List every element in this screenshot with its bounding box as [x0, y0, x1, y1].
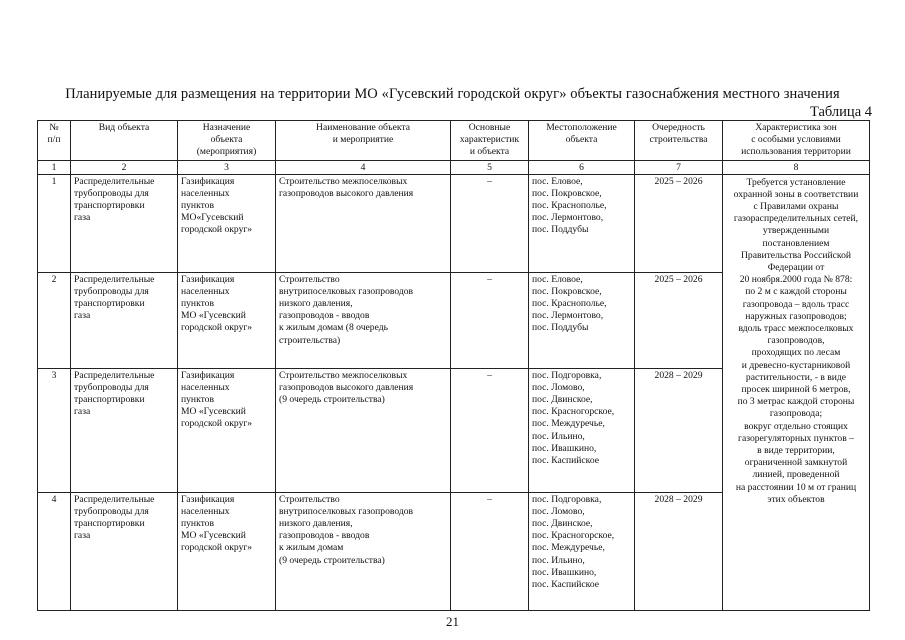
- column-header-line: характеристик: [459, 134, 520, 146]
- object-location: [529, 272, 635, 368]
- zones-line: газопроводов,: [767, 335, 825, 347]
- object-location-line: пос. Ивашкино,: [532, 442, 597, 454]
- column-header: [723, 121, 870, 161]
- page-title: Планируемые для размещения на территории МО «Гусевский городской округ» объекты газоснабжения местного значения: [65, 86, 840, 102]
- object-purpose-line: Газификация: [181, 369, 235, 381]
- zones-line: ограниченной замкнутой: [744, 457, 848, 469]
- object-purpose-line: городской округ»: [181, 542, 253, 554]
- column-header-line: Наименование объекта: [316, 122, 410, 133]
- object-characteristics: –: [451, 368, 529, 492]
- zones-line: вдоль трасс межпоселковых: [738, 323, 854, 335]
- object-purpose-line: населенных: [181, 381, 230, 393]
- column-header-line: №: [49, 122, 59, 133]
- object-kind-line: газа: [74, 406, 91, 418]
- column-header-line: Очередность: [652, 122, 705, 133]
- row-number: 4: [38, 492, 71, 610]
- column-number: 6: [529, 160, 635, 174]
- zones-line: газопровода;: [769, 408, 823, 420]
- object-location-line: пос. Лермонтово,: [532, 310, 604, 322]
- object-purpose-line: пунктов: [181, 200, 214, 212]
- object-purpose-line: городской округ»: [181, 322, 253, 334]
- object-kind-line: транспортировки: [74, 200, 145, 212]
- zones-line: Федерации от: [767, 262, 825, 274]
- zones-line: наружных газопроводов;: [745, 310, 847, 322]
- object-purpose-line: пунктов: [181, 298, 214, 310]
- object-name-line: (9 очередь строительства): [279, 554, 385, 566]
- object-location-line: пос. Двинское,: [532, 518, 593, 530]
- object-kind-line: Распределительные: [74, 175, 155, 187]
- construction-stage: 2028 – 2029: [635, 368, 723, 492]
- column-number: 2: [71, 160, 178, 174]
- object-name-line: внутрипоселковых газопроводов: [279, 285, 414, 297]
- object-name-line: газопроводов высокого давления: [279, 187, 414, 199]
- object-location-line: пос. Ломово,: [532, 381, 585, 393]
- object-purpose-line: МО«Гусевский: [181, 212, 244, 224]
- object-location-line: пос. Каспийское: [532, 455, 600, 467]
- object-location-line: пос. Краснополье,: [532, 200, 607, 212]
- object-name-line: (9 очередь строительства): [279, 394, 385, 406]
- object-name-line: к жилым домам: [279, 542, 344, 554]
- object-kind-line: Распределительные: [74, 493, 155, 505]
- object-kind-line: Распределительные: [74, 369, 155, 381]
- zones-line: растительности, - в виде: [745, 371, 847, 383]
- column-header: [38, 121, 71, 161]
- object-purpose-line: пунктов: [181, 518, 214, 530]
- object-name-line: газопроводов - вводов: [279, 310, 370, 322]
- object-purpose-line: МО «Гусевский: [181, 530, 246, 542]
- zones-line: вокруг отдельно стоящих: [744, 420, 848, 432]
- column-header-line: с особыми условиями: [751, 134, 841, 146]
- object-name-line: к жилым домам (8 очередь: [279, 322, 388, 334]
- object-name: [276, 272, 451, 368]
- row-number: 1: [38, 174, 71, 272]
- object-purpose-line: МО «Гусевский: [181, 310, 246, 322]
- column-header-line: объекта: [210, 134, 243, 146]
- object-name: [276, 174, 451, 272]
- object-location-line: пос. Подгоровка,: [532, 369, 602, 381]
- column-header-line: п/п: [47, 134, 61, 146]
- zones-line: на расстоянии 10 м от границ: [735, 481, 857, 493]
- column-header-line: и объекта: [469, 146, 510, 158]
- construction-stage: 2028 – 2029: [635, 492, 723, 610]
- row-number: 3: [38, 368, 71, 492]
- construction-stage: 2025 – 2026: [635, 272, 723, 368]
- object-location-line: пос. Ильино,: [532, 430, 585, 442]
- page-number: 21: [446, 614, 459, 629]
- object-kind-line: транспортировки: [74, 518, 145, 530]
- zones-line: Требуется установление: [746, 176, 846, 188]
- column-header-line: Назначение: [202, 122, 251, 133]
- object-characteristics: –: [451, 174, 529, 272]
- column-header: [276, 121, 451, 161]
- object-name-line: внутрипоселковых газопроводов: [279, 505, 414, 517]
- object-purpose: [178, 272, 276, 368]
- zones-line: просек шириной 6 метров,: [741, 384, 851, 396]
- column-header: [529, 121, 635, 161]
- column-header-line: Вид объекта: [98, 122, 150, 133]
- column-header-line: Местоположение: [546, 122, 617, 133]
- object-location-line: пос. Ильино,: [532, 554, 585, 566]
- zones-line: охранной зоны в соответствии: [733, 188, 859, 200]
- object-purpose-line: МО «Гусевский: [181, 406, 246, 418]
- object-purpose-line: городской округ»: [181, 224, 253, 236]
- object-name-line: Строительство: [279, 273, 340, 285]
- object-purpose: [178, 368, 276, 492]
- zones-line: в виде территории,: [757, 445, 835, 457]
- zones-line: Правительства Российской: [740, 249, 852, 261]
- column-header-line: строительства: [649, 134, 708, 146]
- object-location: [529, 492, 635, 610]
- object-name-line: Строительство: [279, 493, 340, 505]
- table-row: [38, 174, 870, 272]
- object-location-line: пос. Красногорское,: [532, 530, 615, 542]
- object-purpose-line: населенных: [181, 505, 230, 517]
- object-location-line: пос. Подгоровка,: [532, 493, 602, 505]
- object-purpose-line: городской округ»: [181, 418, 253, 430]
- object-name-line: низкого давления,: [279, 298, 353, 310]
- object-kind-line: транспортировки: [74, 394, 145, 406]
- row-number: 2: [38, 272, 71, 368]
- table-caption: Таблица 4: [809, 104, 872, 120]
- object-location-line: пос. Каспийское: [532, 579, 600, 591]
- zones-line: утвержденными: [762, 225, 830, 237]
- object-name-line: Строительство межпоселковых: [279, 175, 408, 187]
- object-purpose-line: Газификация: [181, 175, 235, 187]
- object-kind-line: газа: [74, 310, 91, 322]
- object-kind: [71, 272, 178, 368]
- column-number: 4: [276, 160, 451, 174]
- column-number: 1: [38, 160, 71, 174]
- object-location-line: пос. Лермонтово,: [532, 212, 604, 224]
- object-location-line: пос. Покровское,: [532, 187, 602, 199]
- object-location-line: пос. Поддубы: [532, 224, 589, 236]
- zones-line: проходящих по лесам: [751, 347, 841, 359]
- zones-line: газорегуляторных пунктов –: [738, 432, 854, 444]
- object-kind-line: трубопроводы для: [74, 381, 149, 393]
- object-characteristics: –: [451, 492, 529, 610]
- object-location-line: пос. Двинское,: [532, 394, 593, 406]
- object-purpose: [178, 492, 276, 610]
- object-purpose-line: Газификация: [181, 273, 235, 285]
- object-kind: [71, 174, 178, 272]
- object-purpose-line: Газификация: [181, 493, 235, 505]
- object-location-line: пос. Междуречье,: [532, 418, 605, 430]
- object-purpose-line: населенных: [181, 187, 230, 199]
- column-number-row: [38, 160, 870, 174]
- object-kind: [71, 492, 178, 610]
- zones-line: газопровода – вдоль трасс: [742, 298, 850, 310]
- object-location-line: пос. Еловое,: [532, 175, 583, 187]
- column-number: 7: [635, 160, 723, 174]
- object-location-line: пос. Покровское,: [532, 285, 602, 297]
- object-location-line: пос. Междуречье,: [532, 542, 605, 554]
- column-header: [635, 121, 723, 161]
- object-kind-line: газа: [74, 212, 91, 224]
- object-kind-line: Распределительные: [74, 273, 155, 285]
- special-zones-description: [723, 174, 870, 610]
- column-header-line: объекта: [565, 134, 598, 146]
- object-name-line: строительства): [279, 334, 341, 346]
- column-header-line: Основные: [468, 122, 511, 133]
- construction-stage: 2025 – 2026: [635, 174, 723, 272]
- object-name: [276, 368, 451, 492]
- zones-line: этих объектов: [767, 493, 825, 505]
- object-name-line: Строительство межпоселковых: [279, 369, 408, 381]
- object-location-line: пос. Ломово,: [532, 505, 585, 517]
- object-name-line: газопроводов - вводов: [279, 530, 370, 542]
- object-kind-line: трубопроводы для: [74, 505, 149, 517]
- object-kind-line: транспортировки: [74, 298, 145, 310]
- object-characteristics: –: [451, 272, 529, 368]
- object-purpose-line: пунктов: [181, 394, 214, 406]
- gas-objects-table: [37, 120, 870, 611]
- column-number: 8: [723, 160, 870, 174]
- object-purpose: [178, 174, 276, 272]
- header-row: [38, 121, 870, 161]
- object-location-line: пос. Ивашкино,: [532, 566, 597, 578]
- object-location-line: пос. Краснополье,: [532, 298, 607, 310]
- zones-line: 20 ноября.2000 года № 878:: [739, 274, 853, 286]
- object-kind-line: трубопроводы для: [74, 187, 149, 199]
- object-location-line: пос. Еловое,: [532, 273, 583, 285]
- object-location-line: пос. Красногорское,: [532, 406, 615, 418]
- object-name-line: низкого давления,: [279, 518, 353, 530]
- column-header-line: и мероприятие: [332, 134, 394, 146]
- zones-line: постановлением: [762, 237, 830, 249]
- zones-line: газораспределительных сетей,: [733, 213, 859, 225]
- object-kind-line: газа: [74, 530, 91, 542]
- object-location: [529, 174, 635, 272]
- column-header: [178, 121, 276, 161]
- object-name: [276, 492, 451, 610]
- object-name-line: газопроводов высокого давления: [279, 381, 414, 393]
- zones-line: и древесно-кустарниковой: [741, 359, 851, 371]
- column-header-line: (мероприятия): [196, 146, 257, 158]
- column-header: [451, 121, 529, 161]
- zones-line: с Правилами охраны: [753, 201, 839, 213]
- column-header: [71, 121, 178, 161]
- column-number: 5: [451, 160, 529, 174]
- object-location-line: пос. Поддубы: [532, 322, 589, 334]
- object-location: [529, 368, 635, 492]
- zones-line: по 3 метрас каждой стороны: [737, 396, 855, 408]
- column-header-line: Характеристика зон: [755, 122, 837, 133]
- object-purpose-line: населенных: [181, 285, 230, 297]
- column-number: 3: [178, 160, 276, 174]
- zones-line: линией, проведенной: [752, 469, 840, 481]
- zones-line: по 2 м с каждой стороны: [745, 286, 847, 298]
- object-kind: [71, 368, 178, 492]
- column-header-line: использования территории: [741, 146, 851, 158]
- object-kind-line: трубопроводы для: [74, 285, 149, 297]
